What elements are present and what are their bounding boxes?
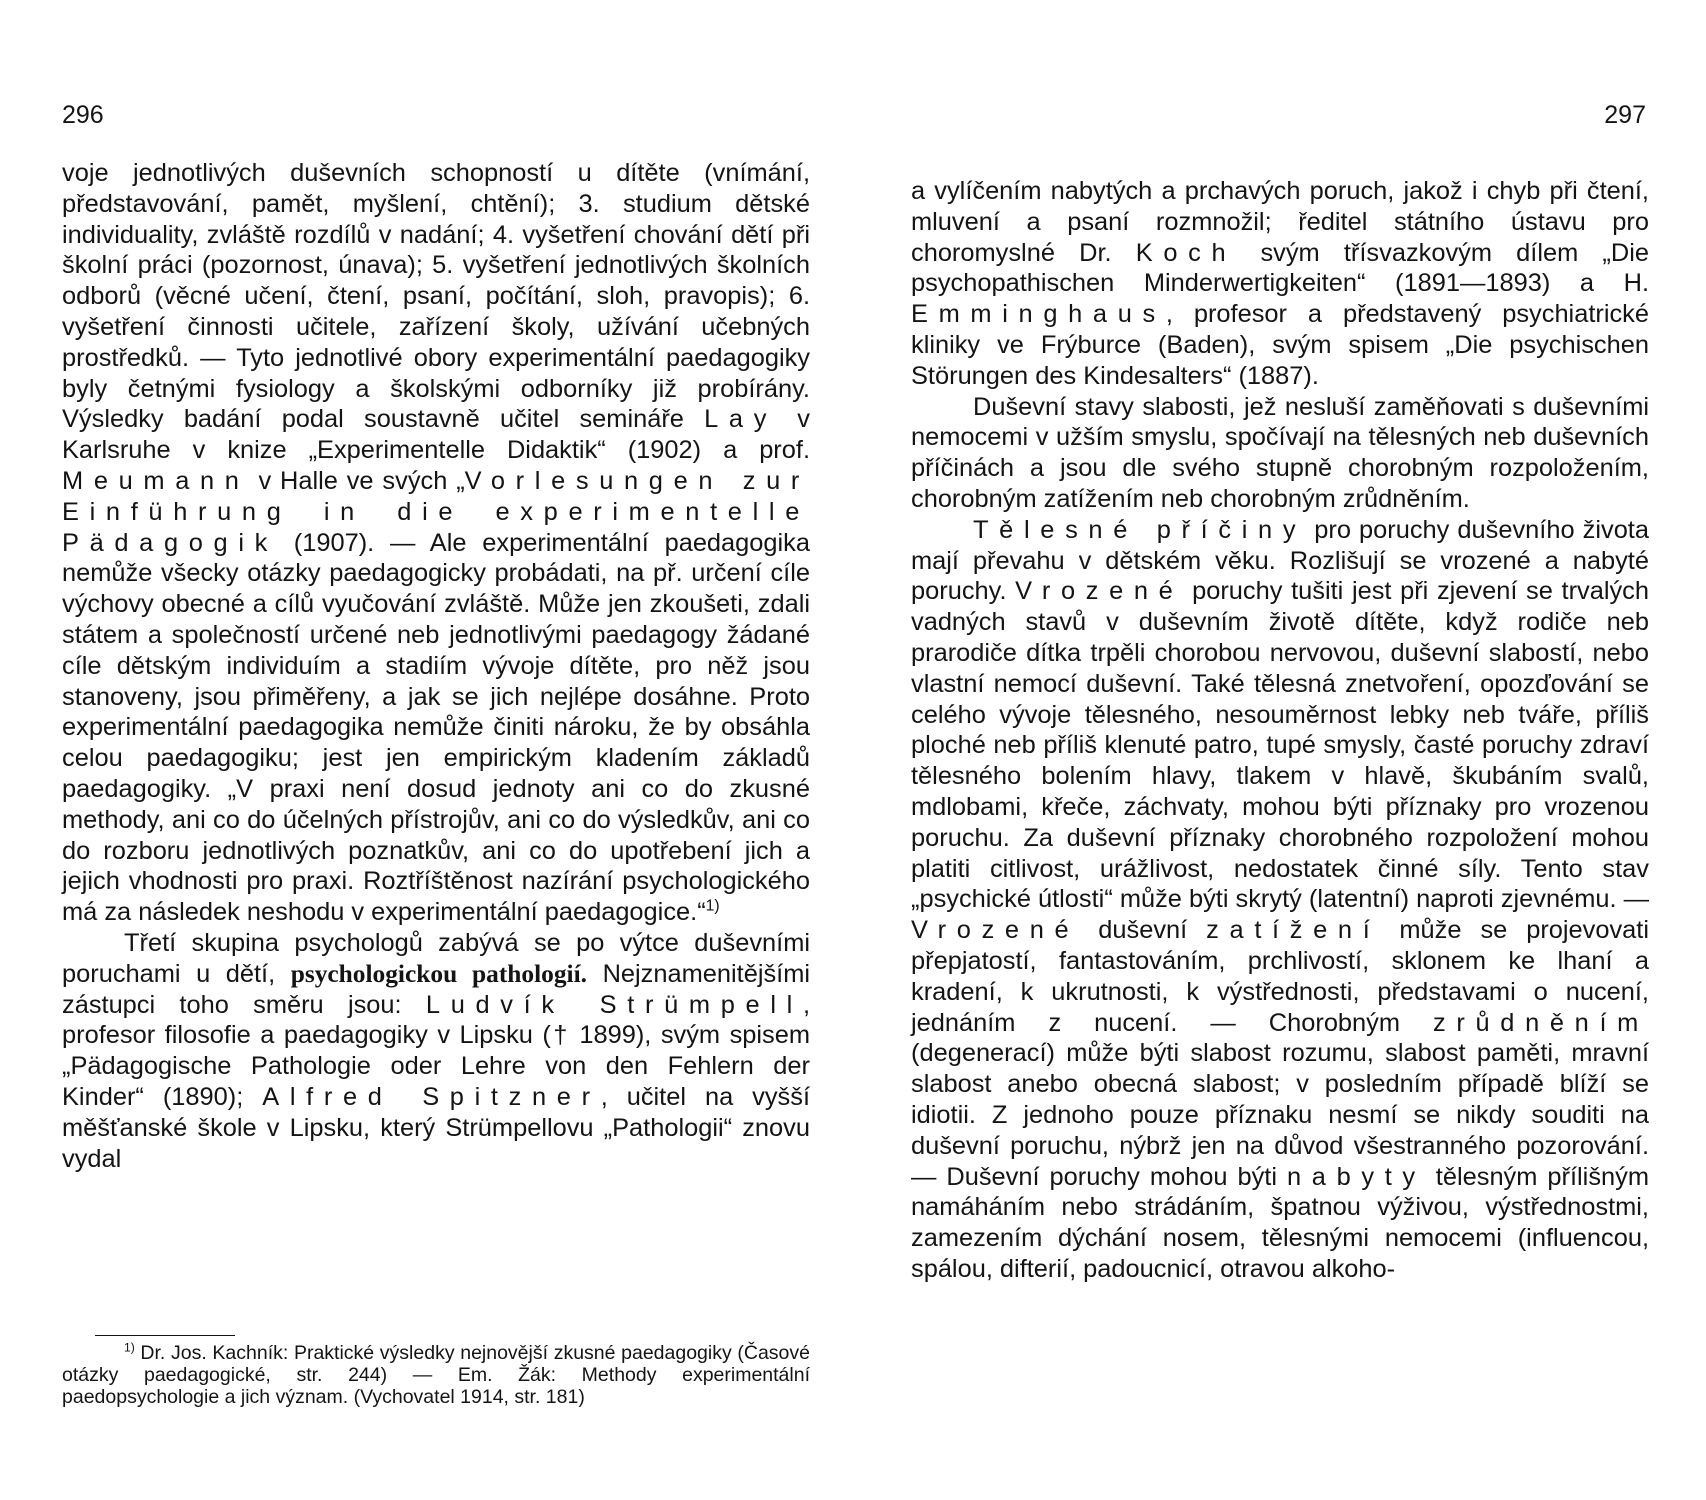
spaced-name: Meumann <box>62 466 250 495</box>
spaced-term: zrůdněním <box>1433 1008 1649 1037</box>
text-run: pro poruchy duševního života mají převahu v dětském věku. Rozlišují se vrozené a nabyté poruchy. <box>911 515 1649 606</box>
text-run: , učitel na vyšší měšťanské škole v Lipsku, který Strümpellovu „Pathologii“ znovu vydal <box>62 1082 810 1173</box>
text-run: tělesným přílišným namáháním nebo strádáním, špatnou výživou, výstřednostmi, zamezením dýchání nosem, tělesnými nemocemi (influencou, spálou, difterií, padoucnicí, otravou alkoho- <box>911 1162 1649 1283</box>
page-number-left: 296 <box>62 101 104 129</box>
paragraph <box>911 515 1649 1285</box>
footnote-body: Dr. Jos. Kachník: Praktické výsledky nejnovější zkusné paedagogiky (Časové otázky paedagogické, str. 244) — Em. Žák: Methody experimentální paedopsychologie a jich význam. (Vychovatel 1914, str. 181) <box>62 1342 810 1408</box>
footnote-ref: 1) <box>705 897 720 915</box>
left-body-text <box>62 158 810 1174</box>
text-run: může se projevovati přepjatostí, fantastováním, prchlivostí, sklonem ke lhaní a kradení, k ukrutnosti, k výstřednosti, představami o nucení, jednáním z nucení. — Chorobným <box>911 916 1650 1037</box>
spaced-name: Ludvík Strümpell <box>425 990 803 1019</box>
spaced-name: Koch <box>1135 238 1237 267</box>
text-run: , profesor filosofie a paedagogiky v Lipsku († 1899), svým spisem „Pädagogische Pathologie oder Lehre von den Fehlern der Kinder“ (1890); <box>62 990 810 1111</box>
text-run: svým třísvazkovým dílem „Die psychopathischen Minderwertigkeiten“ (1891—1893) a H. <box>911 238 1649 298</box>
text-run: Duševní stavy slabosti, jež nesluší zaměňovati s duševními nemocemi v užším smyslu, spočívají na tělesných neb duševních příčinách a jsou dle svého stupně chorobným rozpoložením, chorobným zatížením neb chorobným zrůdněním. <box>911 392 1649 513</box>
spaced-name: Alfred Spitzner <box>262 1082 601 1111</box>
paragraph <box>62 158 810 928</box>
text-run: (1907). — Ale experimentální paedagogika nemůže všecky otázky paedagogicky probádati, na př. určení cíle výchovy obecné a cílů vyučování zvláště. Může jen zkoušeti, zdali státem a společností určené neb jednotlivými paedagogy žádané cíle dětským individuím a stadiím vývoje dítěte, pro něž jsou stanoveny, jsou přiměřeny, a jak se jich nejlépe dosáhne. Proto experimentální paedagogika nemůže činiti nároku, že by obsáhla celou paedagogiku; jest jen empirickým kladením základů paedagogiky. „V praxi není dosud jednoty ani co do zkusné methody, ani co do účelných přístrojův, ani co do výsledkův, ani co do rozboru jednotlivých poznatkův, ani co do upotřebení jich a jejich vhodnosti pro praxi. Roztříštěnost nazírání psychologického má za následek neshodu v experimentální paedagogice.“ <box>62 528 810 927</box>
spaced-term: Tělesné příčiny <box>973 515 1307 544</box>
paragraph <box>911 392 1649 515</box>
text-run: a vylíčením nabytých a prchavých poruch, jakož i chyb při čtení, mluvení a psaní rozmnožil; ředitel státního ústavu pro choromyslné Dr. <box>911 177 1649 267</box>
text-run: v Halle ve svých „ <box>249 466 465 495</box>
text-run: voje jednotlivých duševních schopností u dítěte (vnímání, představování, pamět, myšlení, chtění); 3. studium dětské individuality, zvláště rozdílů v nadání; 4. vyšetření chování dětí při školní práci (pozornost, únava); 5. vyšetření jednotlivých školních odborů (věcné učení, čtení, psaní, počítání, sloh, pravopis); 6. vyšetření činnosti učitele, zařízení školy, užívání učebných prostředků. — Tyto jednotlivé obory experimentální paedagogiky byly četnými fysiology a školskými odborníky již probírány. Výsledky badání podal soustavně učitel semináře <box>62 159 810 434</box>
text-run: Nejznamenitějšími zástupci toho směru jsou: <box>62 959 811 1019</box>
spaced-term: zatížení <box>1206 916 1381 945</box>
spaced-term: Vrozené <box>911 916 1080 945</box>
spaced-term: nabyty <box>1286 1162 1426 1191</box>
text-run: duševní <box>1079 916 1207 945</box>
footnote-rule <box>95 1335 235 1336</box>
text-run: Třetí skupina psychologů zabývá se po výtce duševními poruchami u dětí, <box>62 928 810 988</box>
text-run: , profesor a představený psychiatrické kliniky ve Frýburce (Baden), svým spisem „Die psychischen Störungen des Kindesalters“ (1887). <box>911 300 1649 390</box>
bold-term: psychologickou pathologií. <box>290 959 588 988</box>
paragraph <box>911 176 1649 392</box>
footnote-text <box>62 1342 810 1408</box>
text-run: v Karlsruhe v knize „Experimentelle Didaktik“ (1902) a prof. <box>62 405 810 465</box>
paragraph <box>62 928 810 1174</box>
page-number-right: 297 <box>1604 101 1646 129</box>
spaced-name: Emminghaus <box>911 300 1166 329</box>
spaced-name: Lay <box>704 405 778 434</box>
footnote-marker: 1) <box>124 1340 135 1355</box>
right-page <box>853 0 1706 1500</box>
text-run: poruchy tušiti jest při zjevení se trvalých vadných stavů v duševním životě dítěte, když rodiče neb prarodiče dítka trpěli chorobou nervovou, duševní slabostí, nebo vlastní nemocí duševní. Také tělesná znetvoření, opozďování se celého vývoje tělesného, nesouměrnost lebky neb tváře, příliš ploché neb příliš klenuté patro, tupé smysly, časté poruchy zdraví tělesného bolením hlavy, tlakem v hlavě, škubáním svalů, mdlobami, křeče, záchvaty, mohou býti příznaky pro vrozenou poruchu. Za duševní příznaky chorobného rozpoložení mohou platiti citlivost, urážlivost, nedostatek činné síly. Tento stav „psychické útlosti“ může býti skrytý (latentní) naproti zjevnému. — <box>911 577 1649 914</box>
spaced-term: Vrozené <box>1015 577 1184 606</box>
footnote <box>62 1342 810 1408</box>
spaced-title: Vorlesungen zur Einführung in die experimentelle Pädagogik <box>62 466 810 557</box>
right-body-text <box>911 176 1649 1285</box>
text-run: (degenerací) může býti slabost rozumu, slabost paměti, mravní slabost anebo obecná slabost; v posledním případě blíží se idiotii. Z jednoho pouze příznaku nesmí se nikdy souditi na duševní poruchu, nýbrž jen na důvod všestranného pozorování. — Duševní poruchy mohou býti <box>911 1039 1649 1191</box>
